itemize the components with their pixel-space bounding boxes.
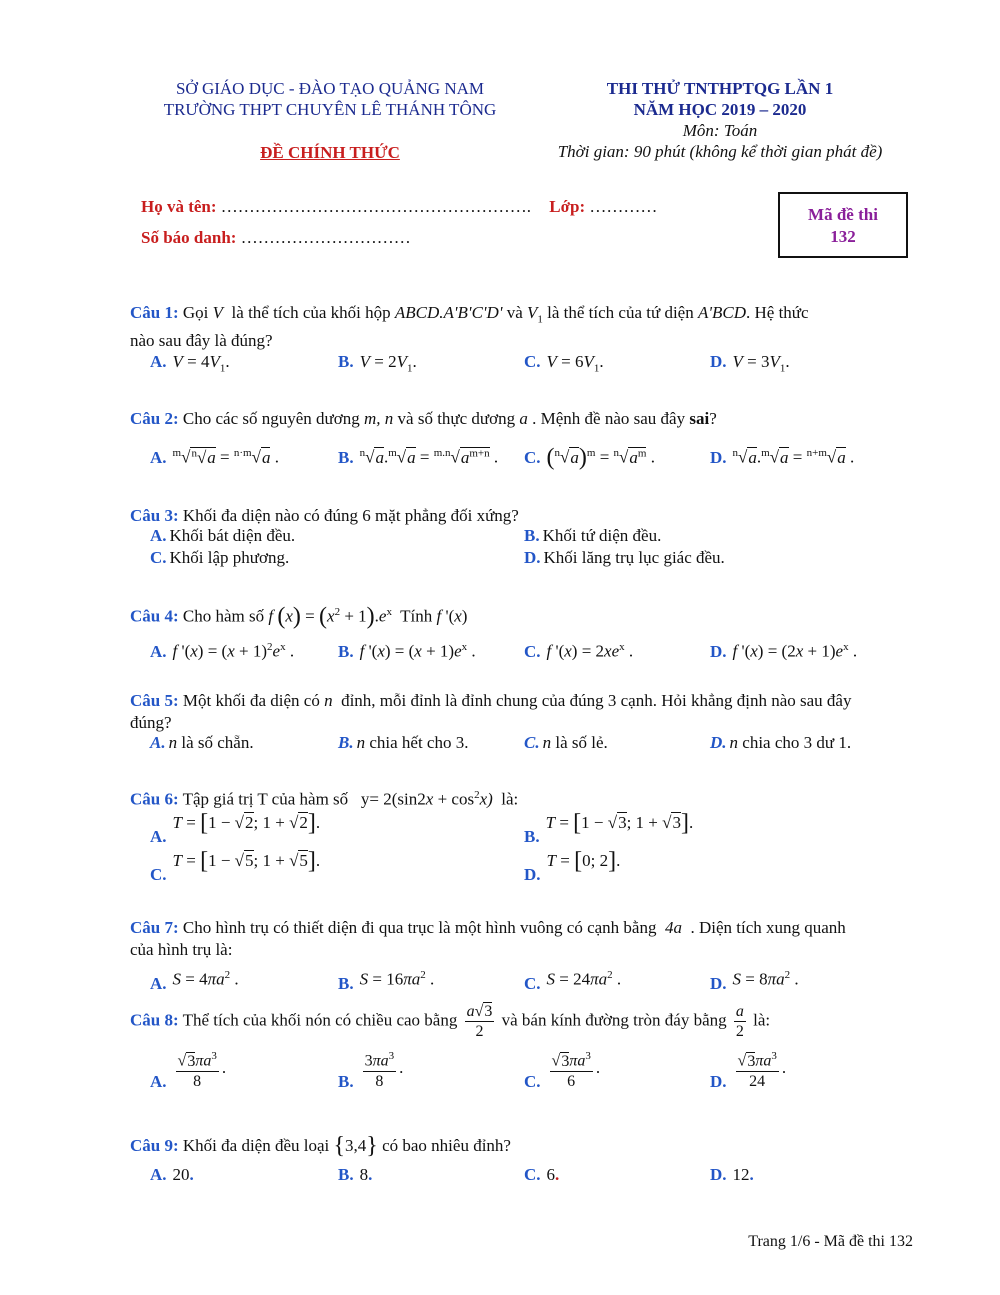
question-2: Câu 2: Cho các số nguyên dương m, n và số thực dương a . Mệnh đề nào sau đây sai? (130, 409, 717, 428)
exam-info-block (520, 78, 920, 162)
class-label: Lớp: (549, 197, 586, 216)
q3-option-b[interactable]: B. Khối tứ diện đều. (524, 526, 662, 545)
q6-option-d[interactable]: D.T = [0; 2]. (524, 848, 621, 884)
exam-title: THI THỬ TNTHPTQG LẦN 1 (606, 79, 834, 98)
question-4: Câu 4: Cho hàm số f $(x) = (x^2 + 1).e^x$ Tính f '(x) (130, 603, 468, 630)
q7-option-b[interactable]: B. $S = 16\pi a^2$ . (338, 969, 435, 993)
question-3: Câu 3: Khối đa diện nào có đúng 6 mặt phẳng đối xứng? (130, 506, 519, 525)
dept-line-1: SỞ GIÁO DỤC - ĐÀO TẠO QUẢNG NAM (175, 79, 485, 98)
q5-option-d[interactable]: D. n chia cho 3 dư 1. (710, 733, 852, 752)
subject: Môn: Toán (682, 121, 758, 140)
duration: Thời gian: 90 phút (không kể thời gian phát đề) (557, 142, 883, 161)
name-line (141, 196, 657, 218)
q1-option-a[interactable]: A. $V = 4V_1$. (150, 352, 230, 375)
q3-option-c[interactable]: C. Khối lập phương. (150, 548, 290, 567)
q3-option-a[interactable]: A. Khối bát diện đều. (150, 526, 296, 545)
exam-code-value: 132 (830, 227, 856, 246)
q5-option-b[interactable]: B. n chia hết cho 3. (338, 733, 469, 752)
dept-block (130, 78, 530, 120)
q1-option-d[interactable]: D. $V = 3V_1$. (710, 352, 790, 375)
q6-option-b[interactable]: B.T = [1 − √3; 1 + √3]. (524, 810, 694, 846)
page-footer: Trang 1/6 - Mã đề thi 132 (748, 1233, 913, 1250)
q4-option-a[interactable]: A. f '$(x) = (x + 1)^2e^x$ . (150, 641, 295, 661)
exam-code-box (778, 192, 908, 258)
question-6: Câu 6: Tập giá trị T của hàm số $y= 2(\sin 2x + \cos^2x)$ là: (130, 789, 519, 809)
radius-fraction: $\frac{a}{2}$ (735, 1003, 744, 1040)
name-label: Họ và tên: (141, 197, 217, 216)
question-1: Câu 1: Gọi V là thể tích của khối hộp ABCD.A'B'C'D' và $V_1$ là thể tích của tứ diện A'BCD. Hệ thức nào sau đây là đúng? (130, 303, 809, 351)
q2-option-b[interactable]: B. $^n√a.^m√a = ^{m.n}√a^{m+n}$ . (338, 447, 499, 467)
q9-option-a[interactable]: A. 20. (150, 1165, 194, 1184)
q5-option-a[interactable]: A. n là số chẵn. (150, 733, 254, 752)
q9-option-b[interactable]: B. 8. (338, 1165, 373, 1184)
q2-option-d[interactable]: D. $^n$√a.$^m$√a = $^{n+m}$√a . (710, 447, 855, 467)
q1-option-b[interactable]: B. $V = 2V_1$. (338, 352, 417, 375)
q9-option-c[interactable]: C. 6. (524, 1165, 560, 1184)
id-line (141, 227, 411, 249)
q8-option-d[interactable]: D. $\frac{√3\pi a^3}{24}$ . (710, 1050, 787, 1091)
q8-option-c[interactable]: C. $\frac{√3\pi a^3}{6}$ . (524, 1050, 601, 1091)
official-label: ĐỀ CHÍNH THỨC (260, 143, 400, 162)
id-label: Số báo danh: (141, 228, 237, 247)
question-7: Câu 7: Cho hình trụ có thiết diện đi qua trục là một hình vuông có cạnh bằng 4a . Diện tích xung quanh của hình trụ là: (130, 918, 846, 959)
q2-option-a[interactable]: A. $^m$√$^n$√a = $^{n\cdot m}$√a . (150, 447, 279, 467)
question-9: Câu 9: Khối đa diện đều loại {3,4} có bao nhiêu đỉnh? (130, 1133, 511, 1159)
q7-option-c[interactable]: C. $S = 24\pi a^2$ . (524, 969, 622, 993)
q3-option-d[interactable]: D. Khối lăng trụ lục giác đều. (524, 548, 725, 567)
q7-option-d[interactable]: D. $S = 8\pi a^2$ . (710, 969, 799, 993)
name-dots: ………………………………………………. (220, 197, 532, 216)
q4-option-c[interactable]: C. f '$(x) = 2xe^x$ . (524, 641, 634, 661)
height-fraction: $\frac{a√3}{2}$ (466, 1003, 493, 1040)
q9-option-d[interactable]: D. 12. (710, 1165, 754, 1184)
q7-option-a[interactable]: A. $S = 4\pi a^2$ . (150, 969, 239, 993)
q4-option-d[interactable]: D. f '$(x) = (2x + 1)e^x$ . (710, 641, 858, 661)
q2-option-c[interactable]: C. $(^n√a)^m = ^n√a^m$ . (524, 444, 655, 471)
question-8: Câu 8: Thể tích của khối nón có chiều cao bằng $\frac{a√3}{2}$ và bán kính đường tròn đáy bằng $\frac{a}{2}$ là: (130, 1003, 771, 1040)
school-year: NĂM HỌC 2019 – 2020 (633, 100, 807, 119)
q4-option-b[interactable]: B. f '$(x) = (x + 1)e^x$ . (338, 641, 476, 661)
class-dots: ………… (589, 197, 658, 216)
q8-option-a[interactable]: A. $\frac{√3\pi a^3}{8}$ . (150, 1050, 227, 1091)
q8-option-b[interactable]: B. $\frac{3\pi a^3}{8}$ . (338, 1050, 404, 1091)
exam-code-label: Mã đề thi (808, 205, 878, 224)
q6-option-a[interactable]: A.T = [1 − √2; 1 + √2]. (150, 810, 321, 846)
q5-option-c[interactable]: C. n là số lẻ. (524, 733, 608, 752)
id-dots: ………………………… (240, 228, 411, 247)
q1-option-c[interactable]: C. $V = 6V_1$. (524, 352, 604, 375)
dept-line-2: TRƯỜNG THPT CHUYÊN LÊ THÁNH TÔNG (163, 100, 497, 119)
question-5: Câu 5: Một khối đa diện có n đỉnh, mỗi đỉnh là đỉnh chung của đúng 3 cạnh. Hỏi khẳng định nào sau đây đúng? (130, 691, 852, 732)
q6-option-c[interactable]: C.T = [1 − √5; 1 + √5]. (150, 848, 321, 884)
